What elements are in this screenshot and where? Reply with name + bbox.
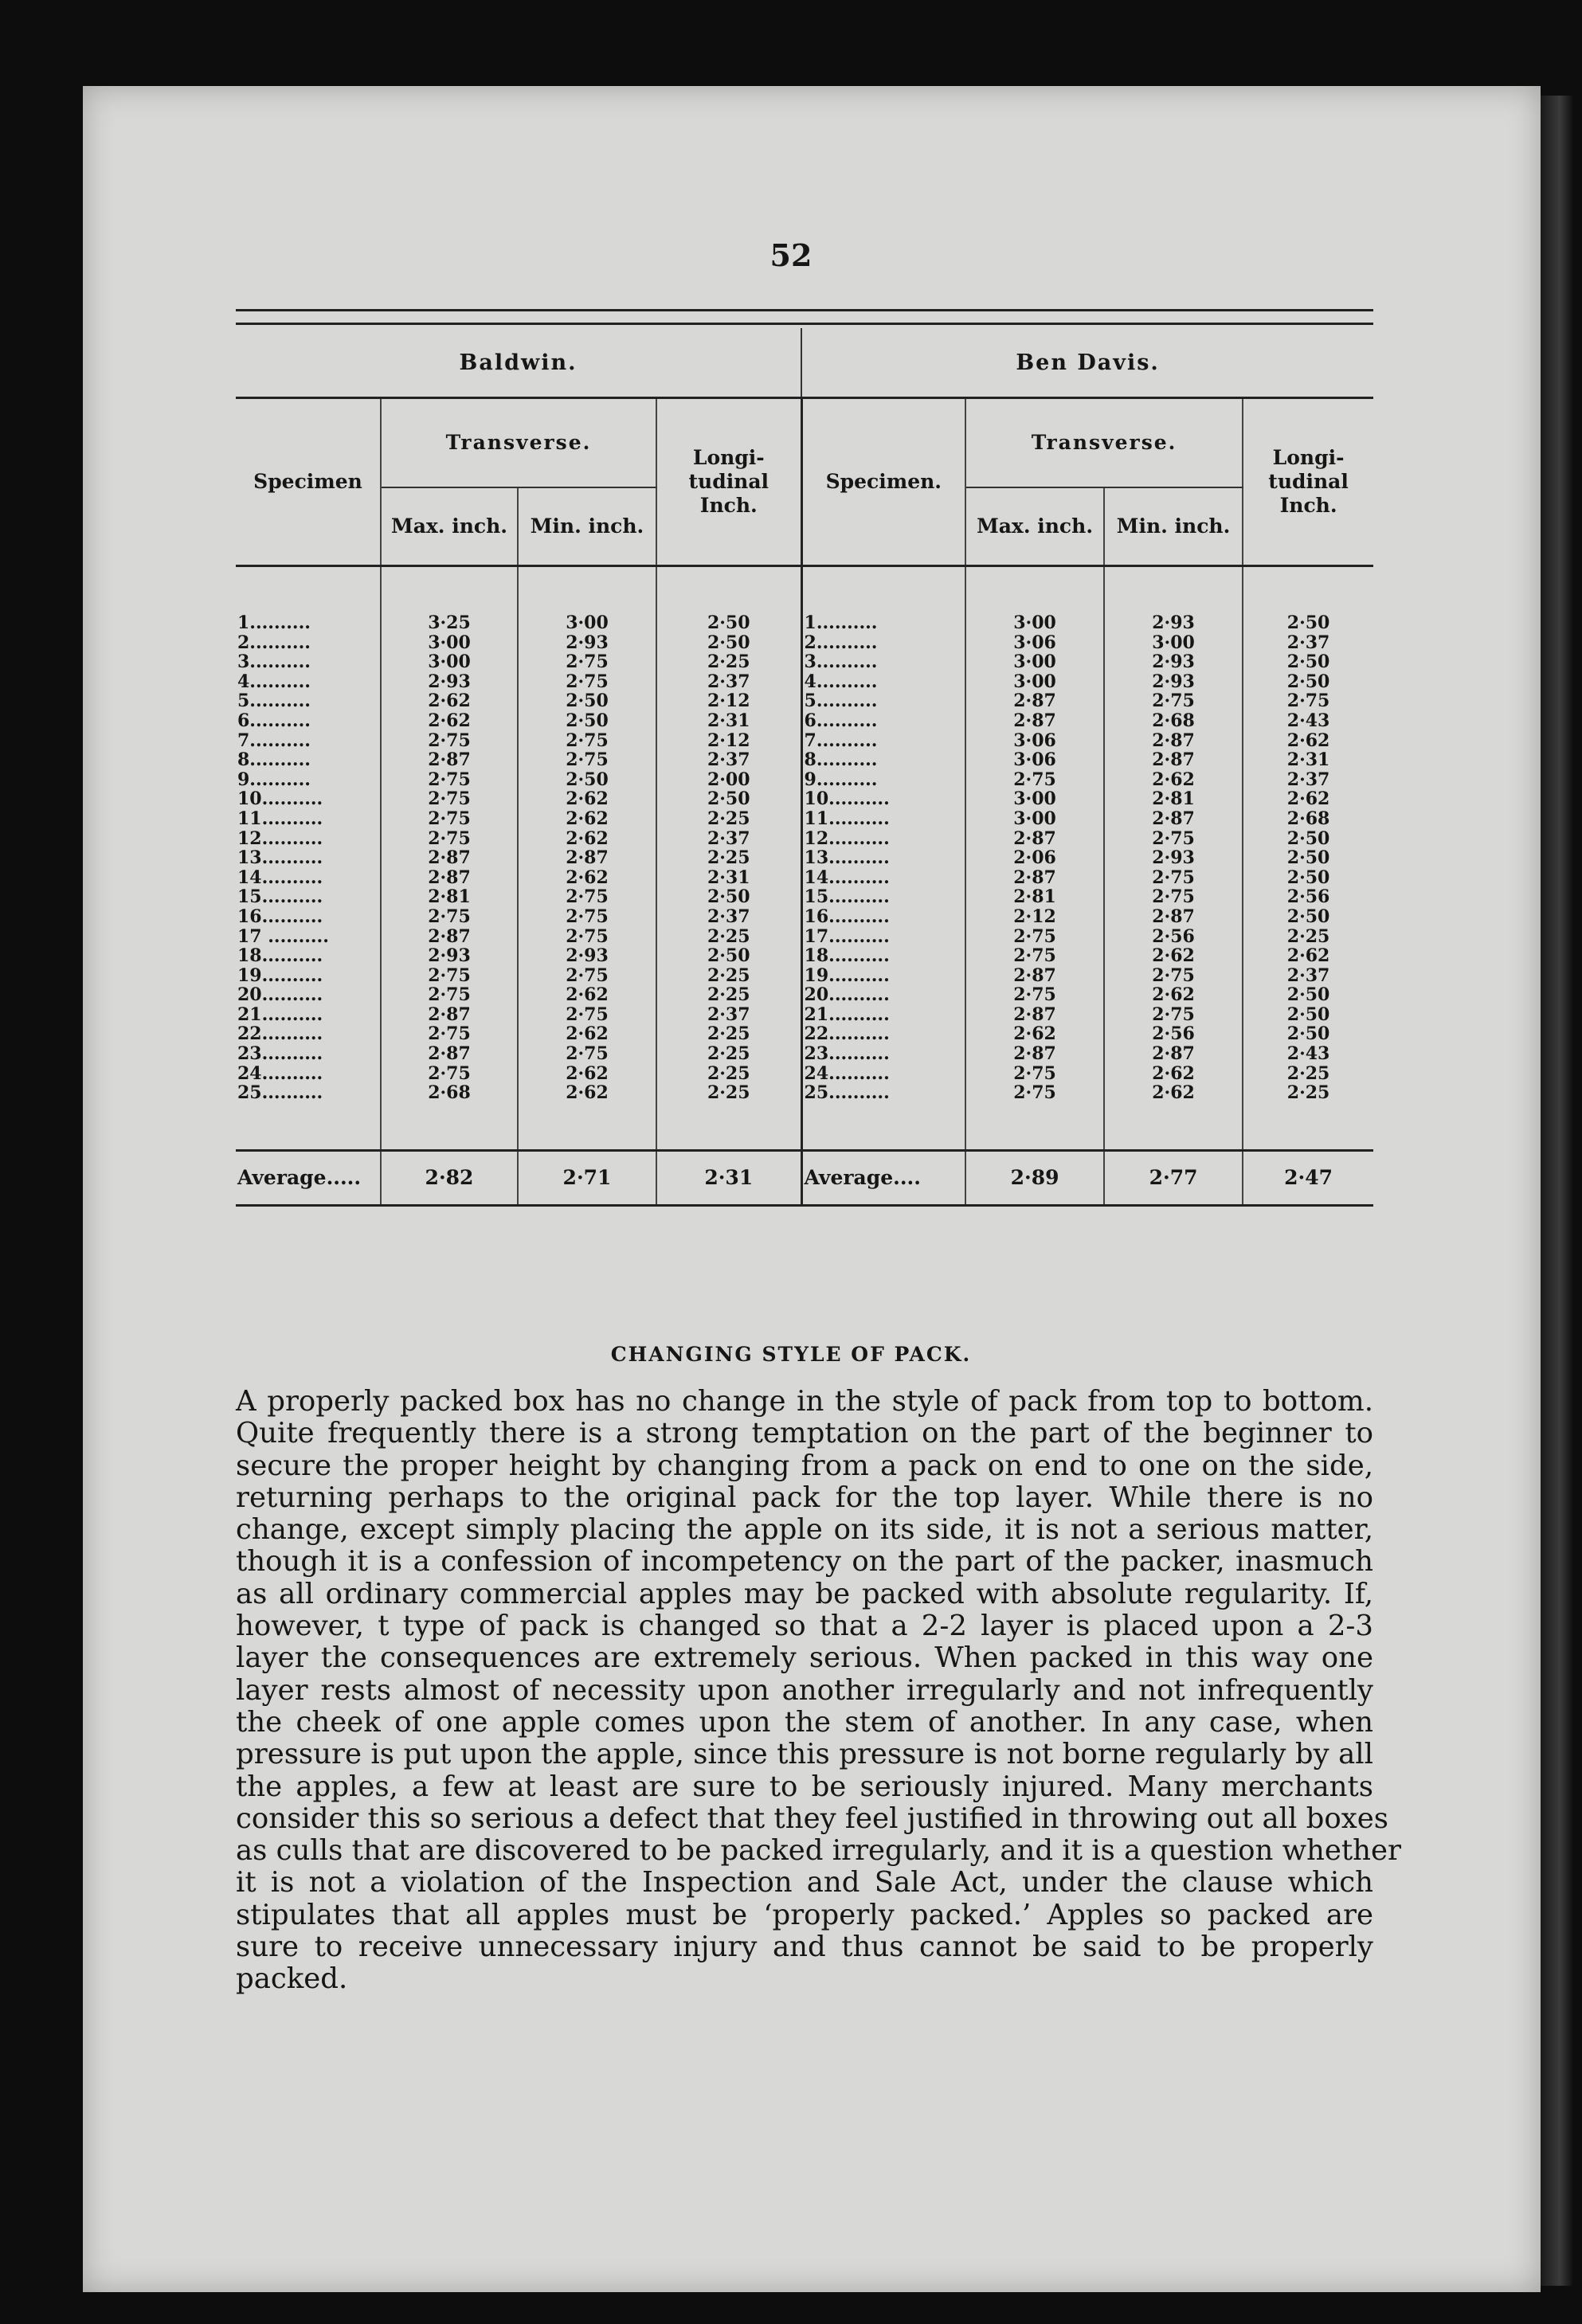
table-row xyxy=(236,1044,1373,1064)
paragraph-line: A properly packed box has no change in the style of pack from top to bottom. xyxy=(236,1385,1373,1418)
min-inch-right: 2·75 xyxy=(1104,1005,1243,1025)
facing-page-edge xyxy=(1541,96,1572,2286)
min-inch-right: 2·93 xyxy=(1104,848,1243,868)
specimen-number-left: 11.......... xyxy=(236,809,381,829)
longitudinal-inch-right: 2·37 xyxy=(1286,632,1330,653)
max-inch-left: 2·81 xyxy=(381,887,518,907)
max-inch-right: 2·87 xyxy=(965,711,1104,731)
specimen-number-left: 14.......... xyxy=(236,868,381,888)
longitudinal-inch-right: 2·50 xyxy=(1286,867,1330,888)
max-inch-right: 2·87 xyxy=(965,691,1104,711)
longitudinal-inch-left: 2·37 xyxy=(656,1005,801,1025)
max-inch-right: 2·75 xyxy=(965,770,1104,790)
specimen-number-right: 11.......... xyxy=(801,809,965,829)
min-inch-right: 2·62 xyxy=(1104,1083,1243,1103)
min-inch-right: 2·75 xyxy=(1104,829,1243,849)
max-inch-right: 2·75 xyxy=(965,946,1104,966)
min-inch-left: 2·75 xyxy=(518,652,656,672)
group-heading-baldwin: Baldwin. xyxy=(236,328,801,398)
average-longitudinal-left: 2·31 xyxy=(656,1150,801,1205)
longitudinal-inch-left: 2·50 xyxy=(656,946,801,966)
min-inch-left: 3·00 xyxy=(518,613,656,633)
max-inch-right: 2·62 xyxy=(965,1024,1104,1044)
body-paragraph xyxy=(236,1385,1401,1996)
average-min-left: 2·71 xyxy=(518,1150,656,1205)
specimen-number-left: 9.......... xyxy=(236,770,381,790)
longitudinal-inch-right: 2·56 xyxy=(1286,886,1330,908)
max-inch-left: 2·87 xyxy=(381,868,518,888)
max-inch-right: 2·87 xyxy=(965,829,1104,849)
min-header-left: Min. inch. xyxy=(518,487,656,565)
longitudinal-inch-left: 2·25 xyxy=(656,1083,801,1103)
max-inch-left: 2·87 xyxy=(381,1044,518,1064)
min-inch-left: 2·75 xyxy=(518,927,656,947)
max-inch-left: 2·93 xyxy=(381,672,518,692)
average-row xyxy=(236,1150,1373,1205)
longitudinal-inch-left: 2·37 xyxy=(656,750,801,770)
table-row xyxy=(236,711,1373,731)
max-inch-right: 3·00 xyxy=(965,613,1104,633)
table-row xyxy=(236,868,1373,888)
max-inch-right: 2·87 xyxy=(965,966,1104,986)
max-inch-left: 2·68 xyxy=(381,1083,518,1103)
max-inch-left: 2·75 xyxy=(381,985,518,1005)
specimen-number-right: 5.......... xyxy=(801,691,965,711)
min-inch-left: 2·62 xyxy=(518,809,656,829)
longitudinal-inch-left: 2·25 xyxy=(656,966,801,986)
specimen-number-left: 23.......... xyxy=(236,1044,381,1064)
table-row xyxy=(236,652,1373,672)
max-inch-left: 2·93 xyxy=(381,946,518,966)
min-inch-left: 2·62 xyxy=(518,789,656,809)
specimen-number-right: 2.......... xyxy=(801,633,965,653)
max-inch-right: 2·06 xyxy=(965,848,1104,868)
min-inch-right: 2·56 xyxy=(1104,927,1243,947)
paragraph-line: pressure is put upon the apple, since this pressure is not borne regularly by all xyxy=(236,1738,1373,1771)
min-inch-left: 2·75 xyxy=(518,1044,656,1064)
specimen-number-right: 4.......... xyxy=(801,672,965,692)
specimen-number-left: 17 .......... xyxy=(236,927,381,947)
min-inch-left: 2·75 xyxy=(518,750,656,770)
longitudinal-inch-left: 2·25 xyxy=(656,1044,801,1064)
min-inch-right: 2·68 xyxy=(1104,711,1243,731)
average-longitudinal-right: 2·47 xyxy=(1243,1150,1373,1205)
table-row xyxy=(236,829,1373,849)
longitudinal-inch-left: 2·31 xyxy=(656,868,801,888)
table-row xyxy=(236,1024,1373,1044)
table-row xyxy=(236,750,1373,770)
max-inch-right: 2·75 xyxy=(965,1064,1104,1084)
specimen-number-left: 4.......... xyxy=(236,672,381,692)
longitudinal-inch-left: 2·37 xyxy=(656,672,801,692)
paragraph-line: consider this so serious a defect that they feel justified in throwing out all boxes xyxy=(236,1802,1388,1835)
specimen-number-right: 17.......... xyxy=(801,927,965,947)
table-row xyxy=(236,966,1373,986)
max-inch-right: 2·81 xyxy=(965,887,1104,907)
max-inch-right: 2·75 xyxy=(965,985,1104,1005)
min-inch-left: 2·50 xyxy=(518,711,656,731)
longitudinal-inch-right: 2·62 xyxy=(1286,945,1330,967)
min-inch-right: 2·93 xyxy=(1104,652,1243,672)
specimen-number-left: 19.......... xyxy=(236,966,381,986)
paragraph-line: stipulates that all apples must be ‘properly packed.’ Apples so packed are xyxy=(236,1898,1373,1931)
min-inch-left: 2·93 xyxy=(518,633,656,653)
max-inch-left: 2·87 xyxy=(381,848,518,868)
specimen-number-right: 21.......... xyxy=(801,1005,965,1025)
transverse-header-left: Transverse. xyxy=(381,399,656,487)
max-inch-right: 2·75 xyxy=(965,1083,1104,1103)
min-inch-left: 2·62 xyxy=(518,985,656,1005)
specimen-number-left: 24.......... xyxy=(236,1064,381,1084)
longitudinal-inch-left: 2·12 xyxy=(656,731,801,751)
min-inch-right: 3·00 xyxy=(1104,633,1243,653)
longitudinal-inch-right: 2·50 xyxy=(1286,984,1330,1006)
longitudinal-inch-right: 2·31 xyxy=(1286,749,1330,771)
table-top-rule xyxy=(236,309,1373,325)
specimen-header-left: Specimen xyxy=(236,399,381,565)
specimen-number-right: 8.......... xyxy=(801,750,965,770)
specimen-number-left: 3.......... xyxy=(236,652,381,672)
longitudinal-inch-right: 2·25 xyxy=(1286,925,1330,947)
specimen-number-left: 25.......... xyxy=(236,1083,381,1103)
average-max-left: 2·82 xyxy=(381,1150,518,1205)
min-inch-right: 2·75 xyxy=(1104,868,1243,888)
max-inch-left: 2·87 xyxy=(381,927,518,947)
min-inch-left: 2·62 xyxy=(518,1064,656,1084)
longitudinal-inch-right: 2·37 xyxy=(1286,964,1330,986)
specimen-number-left: 5.......... xyxy=(236,691,381,711)
specimen-number-right: 14.......... xyxy=(801,868,965,888)
longitudinal-inch-left: 2·50 xyxy=(656,887,801,907)
min-inch-right: 2·81 xyxy=(1104,789,1243,809)
min-inch-right: 2·62 xyxy=(1104,946,1243,966)
table-row xyxy=(236,927,1373,947)
table-row xyxy=(236,770,1373,790)
table-grid xyxy=(236,328,1373,1207)
max-inch-left: 2·75 xyxy=(381,1064,518,1084)
table-row xyxy=(236,613,1373,633)
max-inch-left: 2·87 xyxy=(381,750,518,770)
longitudinal-inch-left: 2·25 xyxy=(656,927,801,947)
table-row xyxy=(236,633,1373,653)
longitudinal-inch-right: 2·50 xyxy=(1286,827,1330,849)
table-row xyxy=(236,789,1373,809)
longitudinal-header-left: Longi- tudinal Inch. xyxy=(656,399,801,565)
transverse-header-right: Transverse. xyxy=(965,399,1243,487)
max-inch-left: 2·87 xyxy=(381,1005,518,1025)
max-inch-right: 2·12 xyxy=(965,907,1104,927)
min-inch-right: 2·75 xyxy=(1104,691,1243,711)
longitudinal-inch-left: 2·50 xyxy=(656,789,801,809)
longitudinal-inch-right: 2·62 xyxy=(1286,788,1330,810)
longitudinal-inch-right: 2·75 xyxy=(1286,691,1330,712)
longitudinal-inch-right: 2·43 xyxy=(1286,1043,1330,1065)
longitudinal-inch-left: 2·25 xyxy=(656,809,801,829)
longitudinal-inch-left: 2·12 xyxy=(656,691,801,711)
longitudinal-inch-left: 2·25 xyxy=(656,985,801,1005)
paragraph-line: packed. xyxy=(236,1962,348,1996)
max-inch-left: 2·75 xyxy=(381,809,518,829)
specimen-number-right: 7.......... xyxy=(801,731,965,751)
min-inch-left: 2·93 xyxy=(518,946,656,966)
longitudinal-inch-right: 2·25 xyxy=(1286,1082,1330,1104)
max-inch-left: 2·75 xyxy=(381,770,518,790)
max-inch-left: 3·00 xyxy=(381,633,518,653)
specimen-number-right: 25.......... xyxy=(801,1083,965,1103)
specimen-number-left: 10.......... xyxy=(236,789,381,809)
max-inch-right: 3·06 xyxy=(965,633,1104,653)
specimen-number-right: 22.......... xyxy=(801,1024,965,1044)
max-header-right: Max. inch. xyxy=(965,487,1104,565)
max-header-left: Max. inch. xyxy=(381,487,518,565)
max-inch-right: 3·00 xyxy=(965,652,1104,672)
min-inch-right: 2·87 xyxy=(1104,1044,1243,1064)
paragraph-line: change, except simply placing the apple on its side, it is not a serious matter, xyxy=(236,1513,1373,1547)
table-row xyxy=(236,887,1373,907)
longitudinal-inch-left: 2·25 xyxy=(656,1064,801,1084)
longitudinal-inch-left: 2·31 xyxy=(656,711,801,731)
min-inch-left: 2·62 xyxy=(518,868,656,888)
section-title: CHANGING STYLE OF PACK. xyxy=(610,1343,972,1366)
longitudinal-inch-left: 2·50 xyxy=(656,633,801,653)
longitudinal-inch-right: 2·50 xyxy=(1286,651,1330,673)
paragraph-line: returning perhaps to the original pack for the top layer. While there is no xyxy=(236,1481,1373,1514)
specimen-number-right: 19.......... xyxy=(801,966,965,986)
longitudinal-inch-left: 2·25 xyxy=(656,652,801,672)
page-number: 52 xyxy=(769,237,813,273)
max-inch-right: 3·00 xyxy=(965,672,1104,692)
table-body xyxy=(236,613,1373,1103)
longitudinal-inch-left: 2·25 xyxy=(656,848,801,868)
longitudinal-inch-right: 2·50 xyxy=(1286,1004,1330,1025)
max-inch-left: 2·75 xyxy=(381,789,518,809)
specimen-number-left: 20.......... xyxy=(236,985,381,1005)
specimen-number-left: 12.......... xyxy=(236,829,381,849)
min-inch-left: 2·50 xyxy=(518,691,656,711)
paragraph-line: Quite frequently there is a strong temptation on the part of the beginner to xyxy=(236,1417,1373,1450)
specimen-number-left: 18.......... xyxy=(236,946,381,966)
longitudinal-inch-right: 2·50 xyxy=(1286,612,1330,633)
longitudinal-inch-right: 2·37 xyxy=(1286,769,1330,790)
longitudinal-inch-right: 2·68 xyxy=(1286,808,1330,829)
min-inch-left: 2·75 xyxy=(518,1005,656,1025)
max-inch-left: 2·62 xyxy=(381,711,518,731)
average-max-right: 2·89 xyxy=(965,1150,1104,1205)
min-inch-right: 2·75 xyxy=(1104,887,1243,907)
longitudinal-inch-left: 2·25 xyxy=(656,1024,801,1044)
min-inch-left: 2·75 xyxy=(518,672,656,692)
min-inch-right: 2·93 xyxy=(1104,613,1243,633)
table-row xyxy=(236,907,1373,927)
min-inch-right: 2·62 xyxy=(1104,1064,1243,1084)
paragraph-line: the apples, a few at least are sure to be seriously injured. Many merchants xyxy=(236,1770,1373,1803)
max-inch-right: 3·00 xyxy=(965,789,1104,809)
specimen-number-right: 1.......... xyxy=(801,613,965,633)
specimen-number-right: 6.......... xyxy=(801,711,965,731)
table-row xyxy=(236,1064,1373,1084)
specimen-number-right: 10.......... xyxy=(801,789,965,809)
min-inch-left: 2·62 xyxy=(518,829,656,849)
max-inch-right: 2·87 xyxy=(965,1005,1104,1025)
max-inch-right: 2·75 xyxy=(965,927,1104,947)
specimen-number-left: 16.......... xyxy=(236,907,381,927)
paragraph-line: as all ordinary commercial apples may be packed with absolute regularity. If, xyxy=(236,1577,1373,1610)
max-inch-left: 2·75 xyxy=(381,966,518,986)
min-inch-left: 2·75 xyxy=(518,907,656,927)
max-inch-right: 3·06 xyxy=(965,750,1104,770)
min-inch-right: 2·87 xyxy=(1104,750,1243,770)
paragraph-line: sure to receive unnecessary injury and thus cannot be said to be properly xyxy=(236,1931,1373,1964)
min-inch-left: 2·87 xyxy=(518,848,656,868)
longitudinal-inch-right: 2·62 xyxy=(1286,730,1330,751)
min-inch-right: 2·56 xyxy=(1104,1024,1243,1044)
min-header-right: Min. inch. xyxy=(1104,487,1243,565)
paragraph-line: as culls that are discovered to be packed irregularly, and it is a question whether xyxy=(236,1834,1401,1868)
specimen-number-left: 21.......... xyxy=(236,1005,381,1025)
group-heading-ben-davis: Ben Davis. xyxy=(1016,350,1160,375)
table-row xyxy=(236,731,1373,751)
table-row xyxy=(236,985,1373,1005)
min-inch-left: 2·62 xyxy=(518,1083,656,1103)
specimen-number-right: 9.......... xyxy=(801,770,965,790)
min-inch-left: 2·75 xyxy=(518,887,656,907)
specimen-number-left: 6.......... xyxy=(236,711,381,731)
min-inch-right: 2·93 xyxy=(1104,672,1243,692)
table-row xyxy=(236,1005,1373,1025)
specimen-number-right: 16.......... xyxy=(801,907,965,927)
min-inch-right: 2·87 xyxy=(1104,907,1243,927)
min-inch-right: 2·62 xyxy=(1104,770,1243,790)
measurement-table xyxy=(236,309,1373,1207)
specimen-number-right: 12.......... xyxy=(801,829,965,849)
min-inch-left: 2·75 xyxy=(518,966,656,986)
min-inch-left: 2·75 xyxy=(518,731,656,751)
paragraph-line: the cheek of one apple comes upon the stem of another. In any case, when xyxy=(236,1705,1373,1739)
longitudinal-inch-right: 2·50 xyxy=(1286,847,1330,869)
paragraph-line: though it is a confession of incompetency on the part of the packer, inasmuch xyxy=(236,1545,1373,1579)
specimen-header-right: Specimen. xyxy=(801,399,965,565)
table-row xyxy=(236,848,1373,868)
average-label-right: Average.... xyxy=(801,1150,965,1205)
specimen-number-left: 7.......... xyxy=(236,731,381,751)
specimen-number-right: 18.......... xyxy=(801,946,965,966)
longitudinal-inch-left: 2·37 xyxy=(656,907,801,927)
max-inch-right: 3·06 xyxy=(965,731,1104,751)
longitudinal-inch-left: 2·50 xyxy=(656,613,801,633)
max-inch-left: 2·75 xyxy=(381,907,518,927)
longitudinal-header-right: Longi- tudinal Inch. xyxy=(1268,446,1349,517)
specimen-number-left: 1.......... xyxy=(236,613,381,633)
table-row xyxy=(236,691,1373,711)
longitudinal-inch-right: 2·50 xyxy=(1286,1023,1330,1045)
table-row xyxy=(236,946,1373,966)
longitudinal-inch-left: 2·00 xyxy=(656,770,801,790)
min-inch-right: 2·62 xyxy=(1104,985,1243,1005)
specimen-number-left: 13.......... xyxy=(236,848,381,868)
specimen-number-right: 20.......... xyxy=(801,985,965,1005)
specimen-number-left: 22.......... xyxy=(236,1024,381,1044)
average-min-right: 2·77 xyxy=(1104,1150,1243,1205)
min-inch-left: 2·50 xyxy=(518,770,656,790)
max-inch-right: 2·87 xyxy=(965,1044,1104,1064)
specimen-number-right: 24.......... xyxy=(801,1064,965,1084)
table-row xyxy=(236,672,1373,692)
specimen-number-left: 8.......... xyxy=(236,750,381,770)
table-row xyxy=(236,809,1373,829)
specimen-number-left: 15.......... xyxy=(236,887,381,907)
paragraph-line: however, t type of pack is changed so that a 2-2 layer is placed upon a 2-3 xyxy=(236,1610,1373,1643)
table-row xyxy=(236,1083,1373,1103)
min-inch-right: 2·75 xyxy=(1104,966,1243,986)
max-inch-left: 2·75 xyxy=(381,731,518,751)
min-inch-left: 2·62 xyxy=(518,1024,656,1044)
average-label-left: Average..... xyxy=(236,1150,381,1205)
max-inch-left: 2·75 xyxy=(381,1024,518,1044)
max-inch-left: 2·62 xyxy=(381,691,518,711)
min-inch-right: 2·87 xyxy=(1104,731,1243,751)
max-inch-left: 3·00 xyxy=(381,652,518,672)
longitudinal-inch-right: 2·43 xyxy=(1286,710,1330,731)
longitudinal-inch-right: 2·50 xyxy=(1286,671,1330,692)
longitudinal-inch-left: 2·37 xyxy=(656,829,801,849)
max-inch-right: 2·87 xyxy=(965,868,1104,888)
longitudinal-inch-right: 2·50 xyxy=(1286,906,1330,927)
min-inch-right: 2·87 xyxy=(1104,809,1243,829)
max-inch-right: 3·00 xyxy=(965,809,1104,829)
specimen-number-right: 15.......... xyxy=(801,887,965,907)
max-inch-left: 3·25 xyxy=(381,613,518,633)
paragraph-line: it is not a violation of the Inspection and Sale Act, under the clause which xyxy=(236,1866,1373,1899)
specimen-number-right: 13.......... xyxy=(801,848,965,868)
specimen-number-right: 23.......... xyxy=(801,1044,965,1064)
specimen-number-right: 3.......... xyxy=(801,652,965,672)
paragraph-line: layer rests almost of necessity upon another irregularly and not infrequently xyxy=(236,1673,1373,1707)
paragraph-line: secure the proper height by changing from a pack on end to one on the side, xyxy=(236,1449,1373,1482)
max-inch-left: 2·75 xyxy=(381,829,518,849)
longitudinal-inch-right: 2·25 xyxy=(1286,1062,1330,1084)
paragraph-line: layer the consequences are extremely serious. When packed in this way one xyxy=(236,1641,1373,1675)
specimen-number-left: 2.......... xyxy=(236,633,381,653)
